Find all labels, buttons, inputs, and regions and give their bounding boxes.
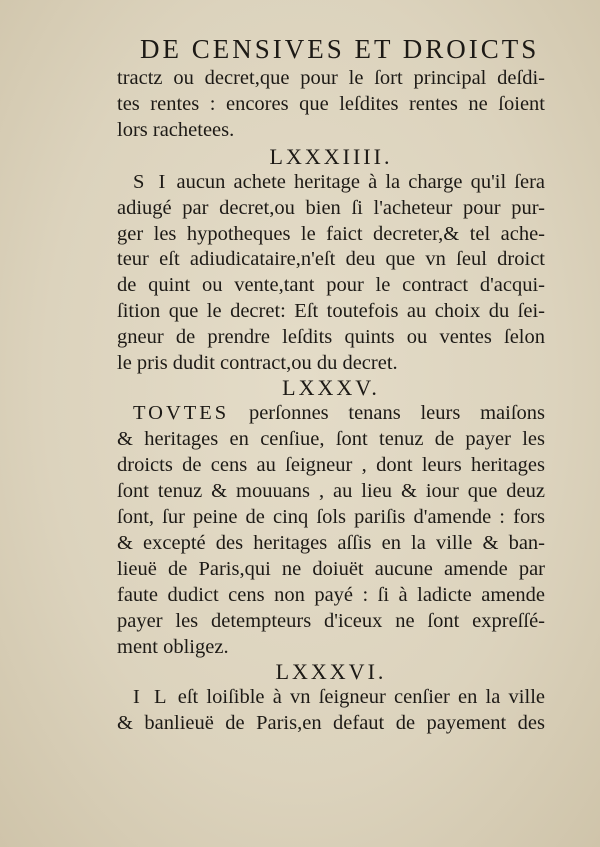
article-first-line <box>133 401 545 425</box>
text-line: tes rentes : encores que leſdites rentes ne ſoient <box>117 93 545 115</box>
text-line: ment obligez. <box>117 636 229 658</box>
article-heading: LXXXIIII. <box>269 144 393 169</box>
text-line: lieuë de Paris,qui ne doiuët aucune amende par <box>117 558 545 580</box>
text-line: teur eſt adiudicataire,n'eſt deu que vn ſeul droict <box>117 248 545 270</box>
text-line: ſont, ſur peine de cinq ſols pariſis d'amende : fors <box>117 506 545 528</box>
text-line: gneur de prendre leſdits quints ou ventes ſelon <box>117 326 545 348</box>
article-first-line <box>133 170 545 194</box>
text-line: & heritages en cenſiue, ſont tenuz de payer les <box>117 428 545 450</box>
text-line: ſition que le decret: Eſt toutefois au choix du ſei- <box>117 300 545 322</box>
text-line: payer les detempteurs d'iceux ne ſont expreſſé- <box>117 610 545 632</box>
text-line: ger les hypotheques le faict decreter,& tel ache- <box>117 223 545 245</box>
article-heading: LXXXV. <box>282 375 380 400</box>
text-line: de quint ou vente,tant pour le contract d'acqui- <box>117 274 545 296</box>
first-line-text: perſonnes tenans leurs maiſons <box>248 402 545 424</box>
text-line: droicts de cens au ſeigneur , dont leurs heritages <box>117 454 545 476</box>
first-line-text: eſt loiſible à vn ſeigneur cenſier en la ville <box>177 686 545 708</box>
first-line-text: aucun achete heritage à la charge qu'il ſera <box>176 171 546 193</box>
article-heading: LXXXVI. <box>275 659 387 684</box>
text-line: lors rachetees. <box>117 119 235 141</box>
text-line: faute dudict cens non payé : ſi à ladicte amende <box>117 584 545 606</box>
initial-word: TOVTES <box>133 402 230 424</box>
text-line: tractz ou decret,que pour le ſort principal deſdi- <box>117 67 545 89</box>
article-first-line <box>133 685 545 709</box>
text-line: ſont tenuz & mouuans , au lieu & iour que deuz <box>117 480 545 502</box>
text-line: & banlieuë de Paris,en defaut de payement des <box>117 712 545 734</box>
text-line: & excepté des heritages aſſis en la ville & ban- <box>117 532 545 554</box>
initial-word: I L <box>133 686 170 708</box>
initial-word: S I <box>133 171 169 193</box>
running-head: DE CENSIVES ET DROICTS <box>140 34 540 64</box>
text-line: adiugé par decret,ou bien ſi l'acheteur pour pur- <box>117 197 545 219</box>
text-line: le pris dudit contract,ou du decret. <box>117 352 398 374</box>
